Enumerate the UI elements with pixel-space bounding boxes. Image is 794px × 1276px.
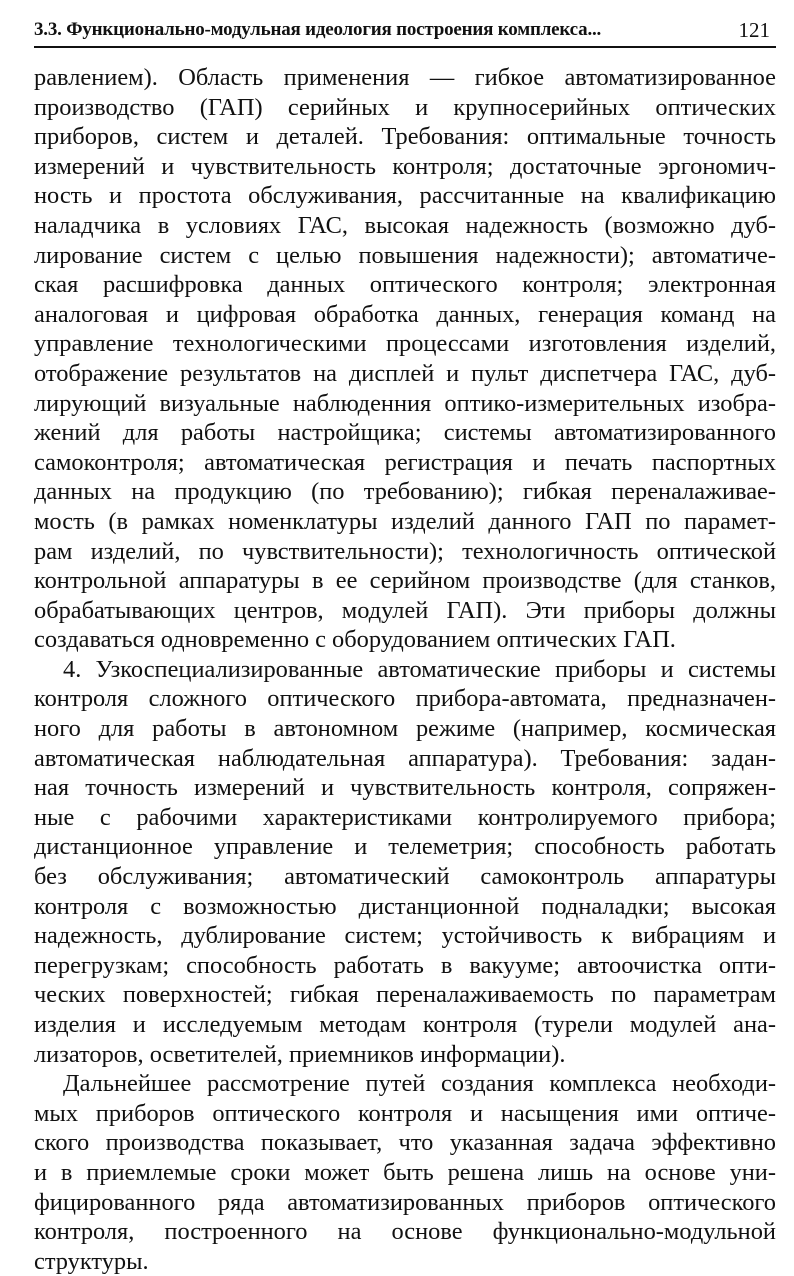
text-line: надежность, дублирование систем; устойчивость к вибрациям и [34,922,776,950]
text-line: Дальнейшее рассмотрение путей создания комплекса необходи- [63,1070,776,1098]
text-line: структуры. [34,1247,149,1275]
text-line: жений для работы настройщика; системы автоматизированного [34,419,776,447]
text-line: без обслуживания; автоматический самоконтроль аппаратуры [34,863,776,891]
text-line: производство (ГАП) серийных и крупносерийных оптических [34,93,776,121]
page-number: 121 [738,18,770,42]
text-line: аналоговая и цифровая обработка данных, генерация команд на [34,300,776,328]
text-line: ческих поверхностей; гибкая переналаживаемость по параметрам [34,981,776,1009]
text-line: лирование систем с целью повышения надежности); автоматиче- [34,241,776,269]
text-line: контроля сложного оптического прибора-автомата, предназначен- [34,685,776,713]
text-line: приборов, систем и деталей. Требования: оптимальные точность [34,123,776,151]
text-line: равлением). Область применения — гибкое автоматизированное [34,64,776,91]
text-line: мых приборов оптического контроля и насыщения ими оптиче- [34,1099,776,1127]
text-line: контроля с возможностью дистанционной подналадки; высокая [34,892,776,920]
text-line: 4. Узкоспециализированные автоматические приборы и системы [63,655,776,683]
text-line: управление технологическими процессами изготовления изделий, [34,330,776,358]
text-line: ные с рабочими характеристиками контролируемого прибора; [34,803,776,831]
text-line: и в приемлемые сроки может быть решена лишь на основе уни- [34,1158,776,1186]
text-line: мость (в рамках номенклатуры изделий данного ГАП по парамет- [34,507,776,535]
paragraph [34,63,776,655]
text-line: фицированного ряда автоматизированных приборов оптического [34,1188,776,1216]
text-line: создаваться одновременно с оборудованием оптических ГАП. [34,626,676,654]
book-page [34,0,776,1275]
text-line: контрольной аппаратуры в ее серийном производстве (для станков, [34,567,776,595]
text-line: ская расшифровка данных оптического контроля; электронная [34,271,776,299]
text-line: автоматическая наблюдательная аппаратура). Требования: задан- [34,744,776,772]
text-line: наладчика в условиях ГАС, высокая надежность (возможно дуб- [34,211,776,239]
running-header [34,18,776,48]
text-line: дистанционное управление и телеметрия; способность работать [34,833,776,861]
running-title: 3.3. Функционально-модульная идеология построения комплекса... [34,19,602,40]
text-line: контроля, построенного на основе функционально-модульной [34,1218,776,1246]
text-line: самоконтроля; автоматическая регистрация и печать паспортных [34,448,776,476]
text-line: ная точность измерений и чувствительность контроля, сопряжен- [34,774,776,802]
text-line: ность и простота обслуживания, рассчитанные на квалификацию [34,182,776,210]
text-line: лирующий визуальные наблюденния оптико-измерительных изобра- [34,389,776,417]
text-line: изделия и исследуемым методам контроля (турели модулей ана- [34,1011,776,1038]
text-line: перегрузкам; способность работать в вакууме; автоочистка опти- [34,951,776,979]
text-line: измерений и чувствительность контроля; достаточные эргономич- [34,152,776,180]
text-line: обрабатывающих центров, модулей ГАП). Эти приборы должны [34,596,776,624]
text-line: рам изделий, по чувствительности); технологичность оптической [34,537,776,565]
body-text [34,63,776,1276]
text-line: отображение результатов на дисплей и пульт диспетчера ГАС, дуб- [34,359,776,387]
text-line: лизаторов, осветителей, приемников информации). [34,1040,566,1068]
text-line: ного для работы в автономном режиме (например, космическая [34,715,776,743]
text-line: ского производства показывает, что указанная задача эффективно [34,1129,776,1157]
paragraph [34,655,776,1069]
text-line: данных на продукцию (по требованию); гибкая переналаживае- [34,478,776,506]
paragraph [34,1069,776,1276]
